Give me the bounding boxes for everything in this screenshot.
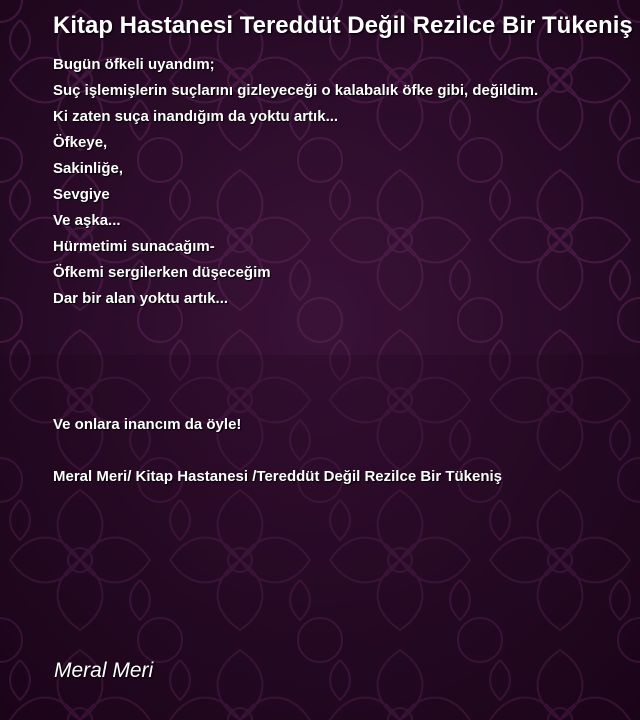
poem-line: Ve onlara inancım da öyle! [53,416,242,433]
poem-line: Hürmetimi sunacağım- [53,238,215,255]
poem-line: Öfkeye, [53,134,108,151]
poem-line: Ve aşka... [53,212,121,229]
poem-line: Sakinliğe, [53,160,124,177]
author-name: Meral Meri [54,659,154,682]
poem-line: Suç işlemişlerin suçlarını gizleyeceği o kalabalık öfke gibi, değildim. [53,82,539,99]
poem-line: Ki zaten suça inandığım da yoktu artık... [53,108,339,125]
poem-signature-line: Meral Meri/ Kitap Hastanesi /Tereddüt Değil Rezilce Bir Tükeniş [53,468,503,485]
poem-line: Dar bir alan yoktu artık... [53,290,229,307]
poem-title: Kitap Hastanesi Tereddüt Değil Rezilce Bir Tükeniş [53,12,633,39]
poem-line: Bugün öfkeli uyandım; [53,56,215,73]
poem-line: Öfkemi sergilerken düşeceğim [53,264,271,281]
poem-line: Sevgiye [53,186,110,203]
